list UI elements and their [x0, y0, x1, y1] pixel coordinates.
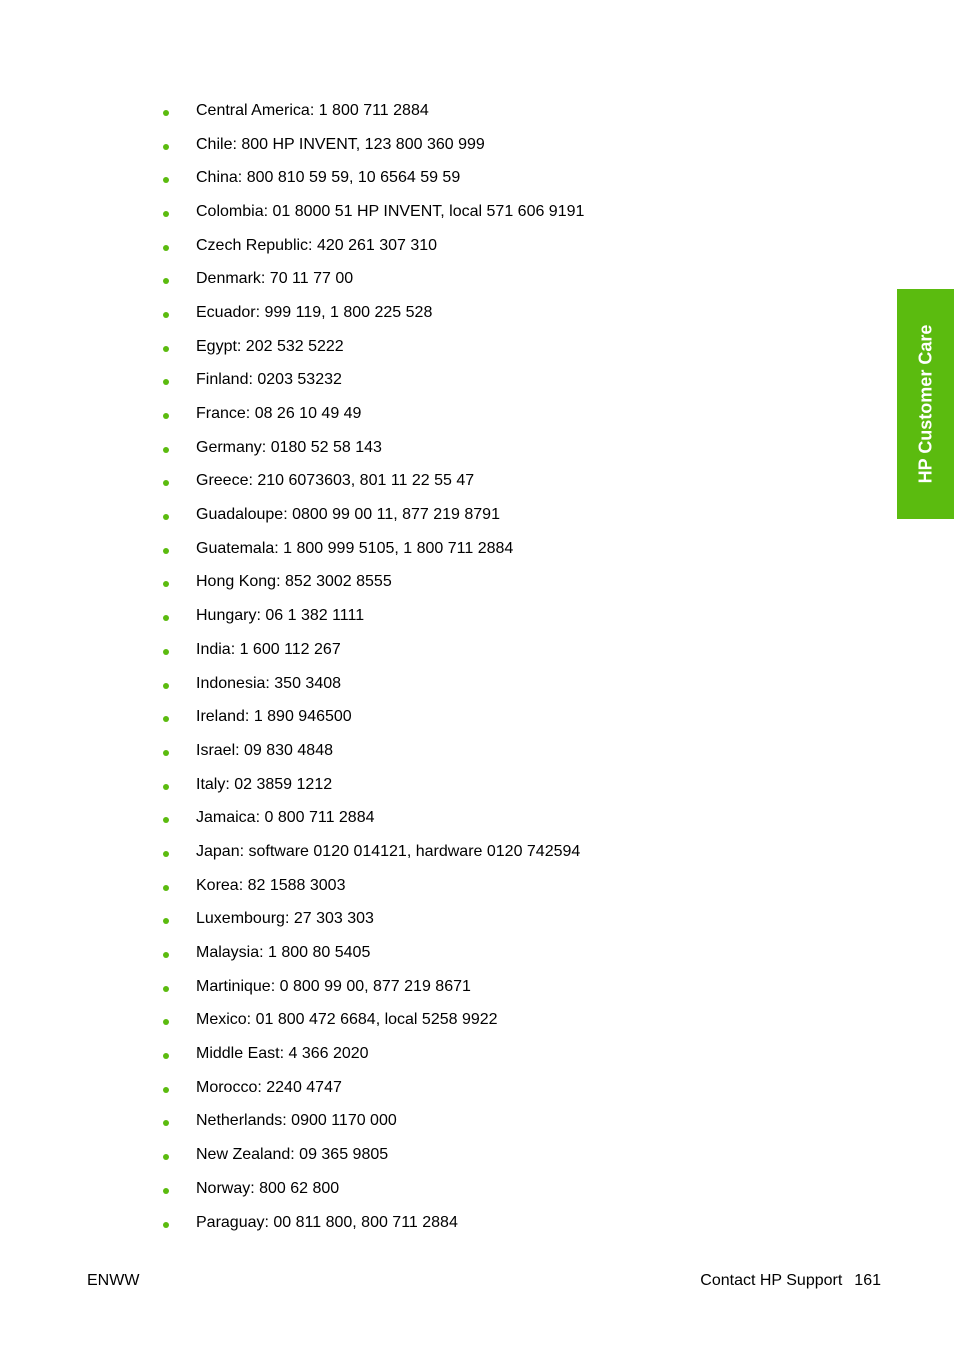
bullet-icon — [163, 447, 169, 453]
contact-list — [160, 94, 584, 1239]
bullet-icon — [163, 817, 169, 823]
bullet-icon — [163, 548, 169, 554]
list-item-text: Egypt: 202 532 5222 — [196, 337, 344, 355]
bullet-icon — [163, 851, 169, 857]
list-item — [160, 1071, 584, 1105]
list-item-text: Malaysia: 1 800 80 5405 — [196, 944, 371, 962]
list-item — [160, 566, 584, 600]
list-item-text: Central America: 1 800 711 2884 — [196, 101, 429, 119]
list-item — [160, 330, 584, 364]
list-item-text: Denmark: 70 11 77 00 — [196, 270, 354, 288]
list-item — [160, 700, 584, 734]
list-item — [160, 970, 584, 1004]
list-item — [160, 465, 584, 499]
list-item-text: Netherlands: 0900 1170 000 — [196, 1112, 397, 1130]
list-item-text: Mexico: 01 800 472 6684, local 5258 9922 — [196, 1011, 498, 1029]
list-item-text: France: 08 26 10 49 49 — [196, 405, 362, 423]
list-item-text: Italy: 02 3859 1212 — [196, 775, 333, 793]
list-item — [160, 1037, 584, 1071]
list-item-text: Japan: software 0120 014121, hardware 0120 742594 — [196, 842, 581, 860]
bullet-icon — [163, 245, 169, 251]
list-item — [160, 94, 584, 128]
bullet-icon — [163, 581, 169, 587]
list-item — [160, 835, 584, 869]
bullet-icon — [163, 278, 169, 284]
list-item — [160, 936, 584, 970]
list-item — [160, 903, 584, 937]
list-item — [160, 161, 584, 195]
list-item-text: Indonesia: 350 3408 — [196, 674, 342, 692]
list-item-text: Martinique: 0 800 99 00, 877 219 8671 — [196, 977, 471, 995]
list-item — [160, 498, 584, 532]
list-item-text: Ecuador: 999 119, 1 800 225 528 — [196, 303, 433, 321]
bullet-icon — [163, 144, 169, 150]
list-item-text: India: 1 600 112 267 — [196, 640, 341, 658]
bullet-icon — [163, 716, 169, 722]
list-item — [160, 1138, 584, 1172]
bullet-icon — [163, 110, 169, 116]
bullet-icon — [163, 1120, 169, 1126]
list-item-text: New Zealand: 09 365 9805 — [196, 1146, 389, 1164]
list-item-text: Ireland: 1 890 946500 — [196, 708, 352, 726]
bullet-icon — [163, 986, 169, 992]
list-item — [160, 1105, 584, 1139]
footer-right — [700, 1272, 881, 1290]
list-item-text: Czech Republic: 420 261 307 310 — [196, 236, 438, 254]
list-item — [160, 801, 584, 835]
bullet-icon — [163, 1222, 169, 1228]
list-item-text: Chile: 800 HP INVENT, 123 800 360 999 — [196, 135, 485, 153]
list-item-text: Norway: 800 62 800 — [196, 1179, 340, 1197]
bullet-icon — [163, 346, 169, 352]
list-item — [160, 1004, 584, 1038]
bullet-icon — [163, 514, 169, 520]
bullet-icon — [163, 480, 169, 486]
footer-left-label: ENWW — [87, 1272, 140, 1289]
list-item — [160, 296, 584, 330]
bullet-icon — [163, 211, 169, 217]
bullet-icon — [163, 918, 169, 924]
list-item — [160, 768, 584, 802]
list-item-text: Greece: 210 6073603, 801 11 22 55 47 — [196, 472, 475, 490]
bullet-icon — [163, 615, 169, 621]
list-item-text: Korea: 82 1588 3003 — [196, 876, 346, 894]
bullet-icon — [163, 952, 169, 958]
bullet-icon — [163, 177, 169, 183]
list-item-text: Colombia: 01 8000 51 HP INVENT, local 571 606 9191 — [196, 202, 585, 220]
bullet-icon — [163, 1019, 169, 1025]
list-item — [160, 667, 584, 701]
list-item — [160, 869, 584, 903]
bullet-icon — [163, 1154, 169, 1160]
list-item — [160, 633, 584, 667]
list-item — [160, 734, 584, 768]
bullet-icon — [163, 750, 169, 756]
list-item-text: Guatemala: 1 800 999 5105, 1 800 711 2884 — [196, 539, 514, 557]
bullet-icon — [163, 1053, 169, 1059]
list-item — [160, 397, 584, 431]
list-item — [160, 1206, 584, 1240]
bullet-icon — [163, 379, 169, 385]
bullet-icon — [163, 885, 169, 891]
list-item — [160, 364, 584, 398]
list-item-text: Paraguay: 00 811 800, 800 711 2884 — [196, 1213, 458, 1231]
list-item-text: Middle East: 4 366 2020 — [196, 1045, 369, 1063]
list-item-text: Jamaica: 0 800 711 2884 — [196, 809, 375, 827]
list-item — [160, 262, 584, 296]
list-item-text: Finland: 0203 53232 — [196, 371, 342, 389]
list-item — [160, 599, 584, 633]
list-item — [160, 1172, 584, 1206]
list-item — [160, 431, 584, 465]
list-item-text: Hungary: 06 1 382 1111 — [196, 607, 365, 625]
list-item — [160, 128, 584, 162]
list-item — [160, 195, 584, 229]
bullet-icon — [163, 1188, 169, 1194]
bullet-icon — [163, 1087, 169, 1093]
list-item-text: Germany: 0180 52 58 143 — [196, 438, 382, 456]
list-item-text: Guadaloupe: 0800 99 00 11, 877 219 8791 — [196, 506, 500, 524]
list-item-text: Luxembourg: 27 303 303 — [196, 910, 374, 928]
list-item — [160, 532, 584, 566]
side-tab — [897, 289, 954, 519]
list-item-text: Morocco: 2240 4747 — [196, 1078, 342, 1096]
list-item-text: Israel: 09 830 4848 — [196, 741, 333, 759]
side-tab-label: HP Customer Care — [915, 324, 935, 484]
list-item — [160, 229, 584, 263]
footer-section-title: Contact HP Support — [700, 1272, 843, 1289]
bullet-icon — [163, 683, 169, 689]
list-item-text: Hong Kong: 852 3002 8555 — [196, 573, 392, 591]
bullet-icon — [163, 784, 169, 790]
list-item-text: China: 800 810 59 59, 10 6564 59 59 — [196, 169, 461, 187]
bullet-icon — [163, 312, 169, 318]
bullet-icon — [163, 649, 169, 655]
bullet-icon — [163, 413, 169, 419]
page-number: 161 — [854, 1272, 881, 1289]
